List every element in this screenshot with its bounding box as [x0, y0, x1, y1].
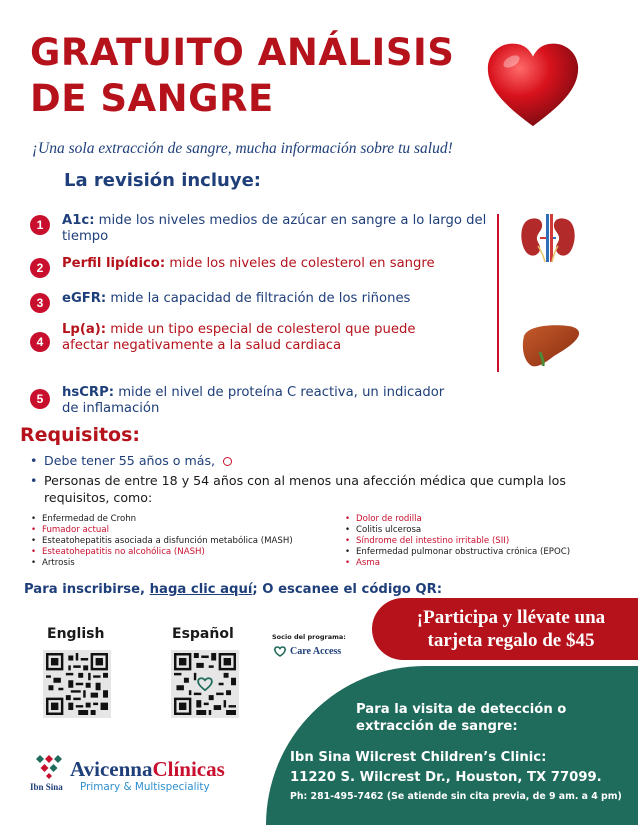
- logo-ibn-sina: Ibn Sina: [30, 782, 63, 792]
- partner-label: Socio del programa:: [272, 633, 346, 641]
- qr-pattern: [174, 653, 236, 715]
- number-badge: 5: [30, 389, 50, 409]
- requirements-list: [28, 452, 618, 509]
- test-name: Perfil lipídico:: [62, 256, 166, 271]
- test-text: [62, 385, 450, 417]
- test-text: [62, 291, 410, 307]
- kidneys-icon: [518, 212, 578, 264]
- visit-heading: Para la visita de detección o extracción de sangre:: [356, 702, 567, 734]
- test-desc: mide un tipo especial de colesterol que puede afectar negativamente a la salud cardiaca: [62, 322, 416, 353]
- condition-item: • Esteatohepatitis asociada a disfunción metabólica (MASH): [30, 536, 330, 547]
- partner-name: Care Access: [290, 646, 342, 657]
- liver-icon: [520, 322, 582, 370]
- test-item-lpa: [30, 322, 430, 354]
- requirement-age18: [28, 472, 618, 506]
- test-text: [62, 213, 490, 245]
- qr-pattern: [46, 653, 108, 715]
- vertical-divider: [497, 214, 499, 372]
- conditions-list-right: [344, 514, 634, 569]
- number-badge: 2: [30, 258, 50, 278]
- enroll-prefix: Para inscribirse,: [24, 582, 150, 597]
- requirements-heading: Requisitos:: [20, 424, 141, 446]
- requirement-text: Debe tener 55 años o más,: [44, 453, 216, 468]
- test-text: [62, 322, 430, 354]
- condition-item: • Colitis ulcerosa: [344, 525, 634, 536]
- enroll-suffix: ; O escanee el código QR:: [252, 582, 443, 597]
- enroll-line: [24, 582, 442, 597]
- test-item-a1c: [30, 213, 490, 245]
- qr-code-spanish[interactable]: [171, 650, 239, 718]
- test-name: Lp(a):: [62, 322, 107, 337]
- logo-name: [70, 757, 225, 782]
- avicenna-logo-mark: [30, 753, 68, 781]
- qr-label-english: English: [47, 626, 105, 642]
- heart-outline-icon: [274, 646, 286, 657]
- clinic-name: Ibn Sina Wilcrest Children’s Clinic:: [290, 750, 547, 765]
- signup-link[interactable]: haga clic aquí: [149, 582, 253, 597]
- condition-item: • Fumador actual: [30, 525, 330, 536]
- condition-item: • Enfermedad pulmonar obstructiva crónica (EPOC): [344, 547, 634, 558]
- test-desc: mide el nivel de proteína C reactiva, un indicador de inflamación: [62, 385, 445, 416]
- test-text: [62, 256, 435, 272]
- banner-line-2: tarjeta regalo de $45: [427, 630, 595, 651]
- test-item-lipid: [30, 256, 490, 278]
- clinic-address: 11220 S. Wilcrest Dr., Houston, TX 77099.: [290, 770, 602, 785]
- logo-name-a: Avicenna: [70, 757, 153, 781]
- requirement-age55: [28, 452, 618, 469]
- condition-item: • Dolor de rodilla: [344, 514, 634, 525]
- banner-line-1: ¡Participa y llévate una: [416, 607, 606, 628]
- qr-code-english[interactable]: [43, 650, 111, 718]
- qr-label-spanish: Español: [172, 626, 234, 642]
- number-badge: 3: [30, 293, 50, 313]
- test-desc: mide la capacidad de filtración de los riñones: [106, 291, 411, 306]
- tagline: ¡Una sola extracción de sangre, mucha información sobre tu salud!: [32, 140, 453, 157]
- condition-item: • Asma: [344, 558, 634, 569]
- test-desc: mide los niveles medios de azúcar en sangre a lo largo del tiempo: [62, 213, 487, 244]
- condition-item: • Artrosis: [30, 558, 330, 569]
- gift-card-banner: [372, 598, 638, 660]
- heart-icon: [484, 40, 582, 130]
- test-name: hsCRP:: [62, 385, 115, 400]
- includes-heading: La revisión incluye:: [64, 170, 261, 191]
- test-item-egfr: [30, 291, 490, 313]
- condition-item: • Enfermedad de Crohn: [30, 514, 330, 525]
- requirement-text: Personas de entre 18 y 54 años con al menos una afección médica que cumpla los requisitos, como:: [44, 473, 566, 505]
- circle-icon: [223, 457, 232, 466]
- condition-item: • Esteatohepatitis no alcohólica (NASH): [30, 547, 330, 558]
- number-badge: 4: [30, 332, 50, 352]
- partner-logo: [274, 646, 341, 657]
- title-line-1: GRATUITO ANÁLISIS: [30, 31, 455, 74]
- clinic-phone: Ph: 281-495-7462 (Se atiende sin cita previa, de 9 am. a 4 pm): [290, 791, 622, 802]
- logo-subtitle: Primary & Multispeciality: [80, 781, 210, 793]
- number-badge: 1: [30, 215, 50, 235]
- test-desc: mide los niveles de colesterol en sangre: [165, 256, 435, 271]
- conditions-list-left: [30, 514, 330, 569]
- condition-item: • Síndrome del intestino irritable (SII): [344, 536, 634, 547]
- test-name: A1c:: [62, 213, 95, 228]
- title-line-2: DE SANGRE: [30, 77, 274, 120]
- page-title: [30, 30, 470, 122]
- logo-name-b: Clínicas: [152, 757, 225, 781]
- test-name: eGFR:: [62, 291, 107, 306]
- test-item-hscrp: [30, 385, 450, 417]
